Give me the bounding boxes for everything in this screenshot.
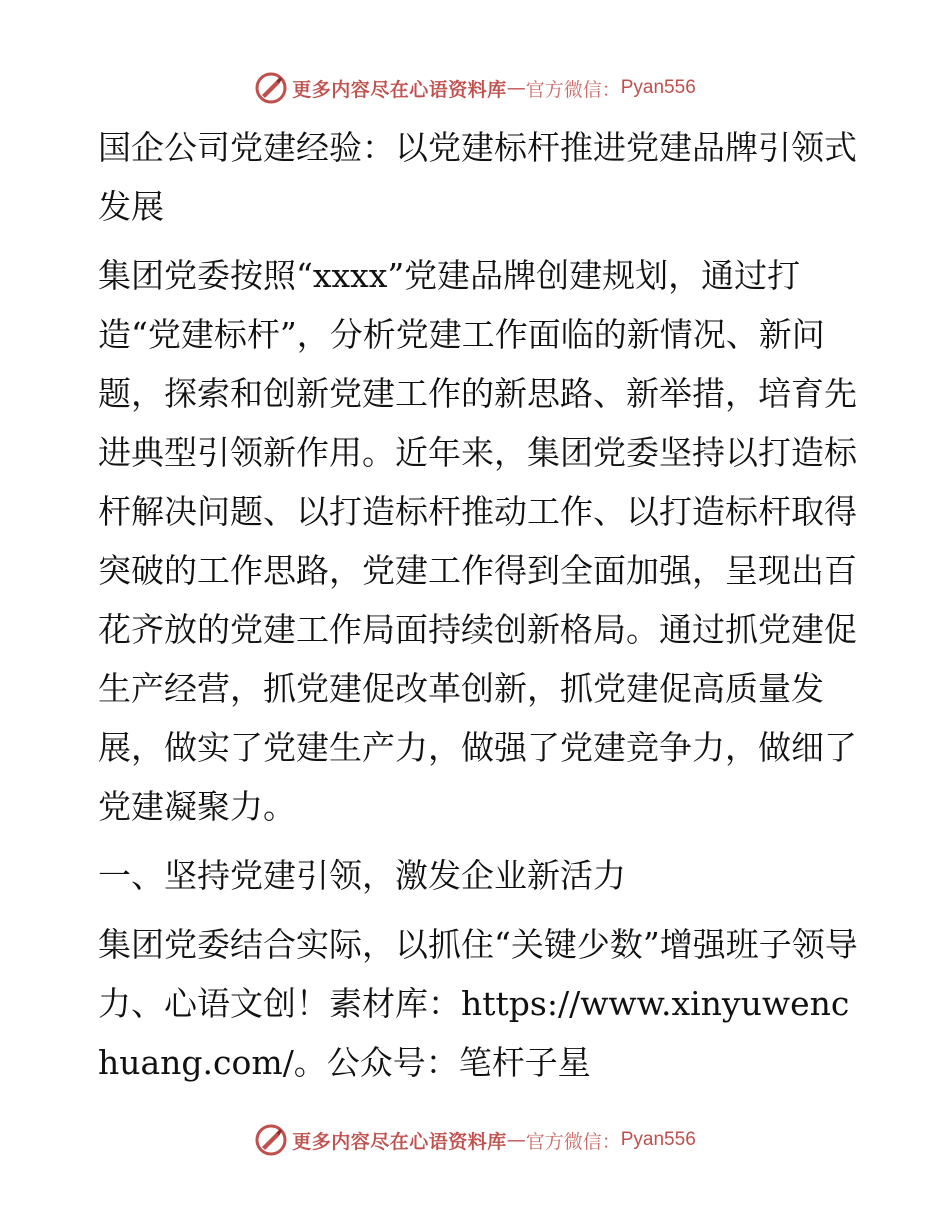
paragraph-intro: 集团党委按照“xxxx”党建品牌创建规划，通过打造“党建标杆”，分析党建工作面临的新情况、新问题，探索和创新党建工作的新思路、新举措，培育先进典型引领新作用。近年来，集团党委坚持以打造标杆解决问题、以打造标杆推动工作、以打造标杆取得突破的工作思路，党建工作得到全面加强，呈现出百花齐放的党建工作局面持续创新格局。通过抓党建促生产经营，抓党建促改革创新，抓党建促高质量发展，做实了党建生产力，做强了党建竞争力，做细了党建凝聚力。 bbox=[98, 256, 857, 826]
banner-wechat-label: 官方微信： bbox=[525, 1130, 621, 1153]
banner-wechat-id: Pyan556 bbox=[620, 77, 696, 98]
pen-logo-icon bbox=[254, 71, 288, 105]
document-title: 国企公司党建经验：以党建标杆推进党建品牌引领式发展 bbox=[98, 128, 857, 226]
header-watermark-banner bbox=[0, 68, 950, 108]
banner-wechat-id: Pyan556 bbox=[620, 1129, 696, 1150]
banner-separator: — bbox=[506, 77, 526, 99]
pen-logo-icon bbox=[254, 1123, 288, 1157]
banner-wechat-label: 官方微信： bbox=[525, 78, 621, 101]
banner-separator: — bbox=[506, 1129, 526, 1151]
document-body bbox=[98, 118, 858, 1102]
paragraph-section-1: 集团党委结合实际，以抓住“关键少数”增强班子领导力、心语文创！素材库：https://www.xinyuwenchuang.com/。公众号：笔杆子星 bbox=[98, 925, 858, 1082]
section-heading-1: 一、坚持党建引领，激发企业新活力 bbox=[98, 856, 626, 895]
footer-watermark-banner bbox=[0, 1120, 950, 1160]
banner-main-text: 更多内容尽在心语资料库 bbox=[292, 1130, 507, 1153]
banner-main-text: 更多内容尽在心语资料库 bbox=[292, 78, 507, 101]
